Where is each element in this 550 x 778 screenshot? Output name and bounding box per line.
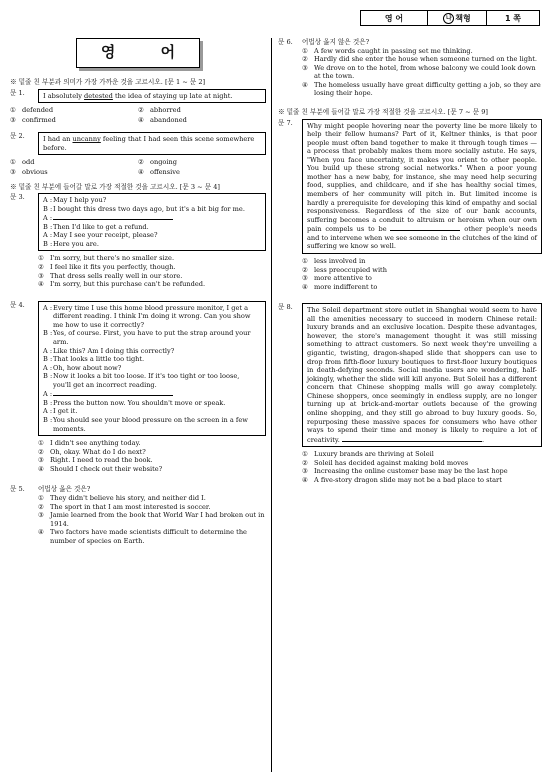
question-number: 문 4. bbox=[10, 300, 25, 309]
option-2[interactable]: ② The sport in that I am most interested is soccer. bbox=[38, 502, 211, 511]
dialogue-line-blank: A : bbox=[43, 389, 261, 399]
instruction-2: ※ 밑줄 친 부분에 들어갈 말로 가장 적절한 것을 고르시오. [문 3 ~ 문 4] bbox=[10, 182, 220, 191]
instruction-1: ※ 밑줄 친 부분과 의미가 가장 가까운 것을 고르시오. [문 1 ~ 문 2] bbox=[10, 78, 206, 86]
option-4[interactable]: ④ Two factors have made scientists difficult to determine the number of species on Earth. bbox=[38, 528, 247, 545]
answer-blank bbox=[390, 224, 460, 231]
page-number: 1 쪽 bbox=[487, 10, 540, 26]
option-2[interactable]: ② ongoing bbox=[138, 158, 177, 167]
dialogue-line: B :Then I'd like to get a refund. bbox=[43, 222, 149, 231]
passage-box bbox=[302, 119, 542, 254]
option-4[interactable]: ④ I'm sorry, but this purchase can't be refunded. bbox=[38, 280, 206, 289]
option-4[interactable]: ④ offensive bbox=[138, 167, 180, 176]
dialogue-line-blank: A : bbox=[43, 213, 261, 223]
dialogue-line: B :Here you are. bbox=[43, 239, 99, 248]
dialogue-line: A :Oh, how about now? bbox=[43, 363, 122, 372]
dialogue-box bbox=[38, 193, 266, 251]
question-number: 문 1. bbox=[10, 88, 25, 97]
dialogue-line: B :You should see your blood pressure on the screen in a few moments. bbox=[43, 416, 248, 433]
options bbox=[10, 158, 266, 176]
question-number: 문 3. bbox=[10, 193, 25, 202]
question-stem: 어법상 옳은 것은? bbox=[38, 485, 91, 494]
answer-blank bbox=[342, 435, 482, 442]
dialogue-line: A :May I see your receipt, please? bbox=[43, 231, 158, 240]
dialogue-line: B :Press the button now. You shouldn't move or speak. bbox=[43, 398, 226, 407]
instruction-3: ※ 밑줄 친 부분에 들어갈 말로 가장 적절한 것을 고르시오. [문 7 ~ 문 9] bbox=[278, 107, 488, 116]
question-box: I had an uncanny feeling that I had seen this scene somewhere before. bbox=[38, 132, 266, 155]
option-4[interactable]: ④ Should I check out their website? bbox=[38, 464, 163, 473]
question-number: 문 5. bbox=[10, 485, 25, 494]
question-box bbox=[38, 89, 266, 104]
question-1 bbox=[10, 89, 266, 125]
answer-blank bbox=[53, 213, 173, 220]
dialogue-line: B :Now it looks a bit too loose. If it's too tight or too loose, you'll get an incorrect reading. bbox=[43, 372, 240, 389]
question-4 bbox=[10, 301, 266, 474]
option-2[interactable]: ② Oh, okay. What do I do next? bbox=[38, 447, 146, 456]
passage-text: Why might people hovering near the poverty line be more likely to help their fellow humans? Part of it, Keltner thinks, is that poor people must often band together to make it through tough times — a process that probably makes them more socially astute. He says, "When you face uncertainty, it makes you orient to other people. You build up these strong social networks." When a poor young mother has a new baby, for instance, she may need help securing food, supplies, and childcare, and if she has healthy social times, members of her community will pitch in. But limited income is hardly a prerequisite for developing this kind of empathy and social responsiveness. Regardless of the size of our bank accounts, suffering becomes a conduit to altruism or heroism when our own pain compels us to be bbox=[307, 121, 537, 234]
option-3[interactable]: ③ more attentive to bbox=[302, 274, 372, 283]
booklet-type-label: 책형 bbox=[455, 13, 471, 23]
dialogue-line: A :Like this? Am I doing this correctly? bbox=[43, 346, 175, 355]
question-number: 문 7. bbox=[278, 118, 293, 127]
box-text: I absolutely bbox=[43, 91, 85, 100]
box-text: the idea of staying up late at night. bbox=[112, 91, 233, 100]
option-2[interactable]: ② abhorred bbox=[138, 106, 181, 115]
option-1[interactable]: ① defended bbox=[10, 106, 54, 115]
question-number: 문 8. bbox=[278, 303, 293, 312]
subject-label: 영 어 bbox=[360, 10, 428, 26]
dialogue-line: A :I get it. bbox=[43, 407, 78, 416]
option-1[interactable]: ① They didn't believe his story, and neither did I. bbox=[38, 493, 206, 502]
option-1[interactable]: ① I didn't see anything today. bbox=[38, 439, 141, 448]
question-stem: 어법상 옳지 않은 것은? bbox=[302, 38, 370, 46]
page-title: 영 어 bbox=[76, 38, 200, 68]
option-3[interactable]: ③ Increasing the online customer base may be the last hope bbox=[302, 467, 508, 476]
option-2[interactable]: ② less preoccupied with bbox=[302, 265, 387, 274]
option-2[interactable]: ② I feel like it fits you perfectly, though. bbox=[38, 263, 176, 271]
option-2[interactable]: ② Soleil has decided against making bold moves bbox=[302, 458, 469, 467]
option-4[interactable]: ④ A five-story dragon slide may not be a bad place to start bbox=[302, 475, 502, 484]
option-2[interactable]: ② Hardly did she enter the house when someone turned on the light. bbox=[302, 55, 537, 64]
option-4[interactable]: ④ abandoned bbox=[138, 115, 187, 124]
option-3[interactable]: ③ Jamie learned from the book that World War I had broken out in 1914. bbox=[38, 511, 265, 528]
right-column bbox=[278, 38, 542, 490]
question-number: 문 6. bbox=[278, 38, 293, 46]
answer-blank bbox=[53, 389, 173, 396]
option-3[interactable]: ③ Right. I need to read the book. bbox=[38, 456, 153, 465]
booklet-type bbox=[428, 10, 487, 26]
option-3[interactable]: ③ We drove on to the hotel, from whose balcony we could look down at the town. bbox=[302, 63, 536, 81]
options bbox=[10, 106, 266, 124]
question-8 bbox=[278, 303, 542, 484]
left-column bbox=[10, 38, 266, 551]
dialogue-line: B :I bought this dress two days ago, but it's a bit big for me. bbox=[43, 204, 245, 213]
option-1[interactable]: ① less involved in bbox=[302, 256, 366, 265]
dialogue-line: B :Yes, of course. First, you have to put the strap around your arm. bbox=[43, 329, 251, 346]
dialogue-box bbox=[38, 301, 266, 436]
question-7 bbox=[278, 119, 542, 292]
underlined-word: detested bbox=[84, 91, 113, 100]
column-divider bbox=[271, 38, 272, 772]
option-1[interactable]: ① odd bbox=[10, 158, 35, 167]
underlined-word: uncanny bbox=[72, 135, 101, 144]
option-3[interactable]: ③ confirmed bbox=[10, 115, 56, 124]
passage-box: The Soleil department store outlet in Shanghai would seem to have all the amenities necessary to succeed in modern Chinese retail: luxury brands and an exclusive location. Despite these advantages, however, the store's management thought it was still missing something to attract customers. So next week they're unveiling a gigantic, twisting, dragon-shaped slide that shoppers can use to drop from fifth-floor luxury boutiques to first-floor luxury boutiques in death-defying seconds. Social media users are wondering, half-jokingly, whether the slide will kill anyone. But Soleil has a different concern that Chinese shopping malls will go away completely. Chinese shoppers, once seemingly in endless supply, are no longer turning up at brick-and-mortar outlets because of the growing online shopping, and they still go abroad to buy luxury goods. So, repurposing these massive spaces for consumers who have other ways to spend their time and money is likely to require a lot of creativity. . bbox=[302, 303, 542, 447]
question-number: 문 2. bbox=[10, 132, 25, 141]
passage-text: other people's needs and to intervene when we see someone in the clutches of the kind of suffering we know so well. bbox=[307, 225, 537, 251]
question-6 bbox=[278, 38, 542, 98]
dialogue-line: B :That looks a little too tight. bbox=[43, 355, 145, 364]
option-4[interactable]: ④ more indifferent to bbox=[302, 282, 378, 291]
question-5 bbox=[10, 485, 266, 545]
dialogue-line: A :May I help you? bbox=[43, 196, 107, 205]
question-2 bbox=[10, 132, 266, 176]
booklet-type-circle: 나 bbox=[443, 13, 454, 24]
option-1[interactable]: ① Luxury brands are thriving at Soleil bbox=[302, 450, 434, 459]
option-1[interactable]: ① A few words caught in passing set me thinking. bbox=[302, 46, 473, 55]
dialogue-line: A :Every time I use this home blood pressure monitor, I get a different reading. I think I'm doing it wrong. Can you show me how to use it correctly? bbox=[43, 303, 251, 329]
passage-text: The Soleil department store outlet in Shanghai would seem to have all the amenities necessary to succeed in modern Chinese retail: luxury brands and an exclusive location. Despite these advantages, however, the store's management thought it was still missing something to attract customers. So next week they're unveiling a gigantic, twisting, dragon-shaped slide that shoppers can use to drop from fifth-floor luxury boutiques to first-floor luxury boutiques in death-defying seconds. Social media users are wondering, half-jokingly, whether the slide will kill anyone. But Soleil has a different concern that Chinese shopping malls will go away completely. Chinese shoppers, once seemingly in endless supply, are no longer turning up at brick-and-mortar outlets because of the growing online shopping, and they still go abroad to buy luxury goods. So, repurposing these massive spaces for consumers who have other ways to spend their time and money is likely to require a lot of creativity. bbox=[307, 306, 537, 444]
option-1[interactable]: ① I'm sorry, but there's no smaller size. bbox=[38, 254, 175, 263]
option-4[interactable]: ④ The homeless usually have great difficulty getting a job, so they are losing their hope. bbox=[302, 80, 541, 98]
question-3 bbox=[10, 193, 266, 289]
page-header bbox=[360, 10, 540, 26]
option-3[interactable]: ③ obvious bbox=[10, 167, 48, 176]
option-3[interactable]: ③ That dress sells really well in our store. bbox=[38, 271, 183, 280]
